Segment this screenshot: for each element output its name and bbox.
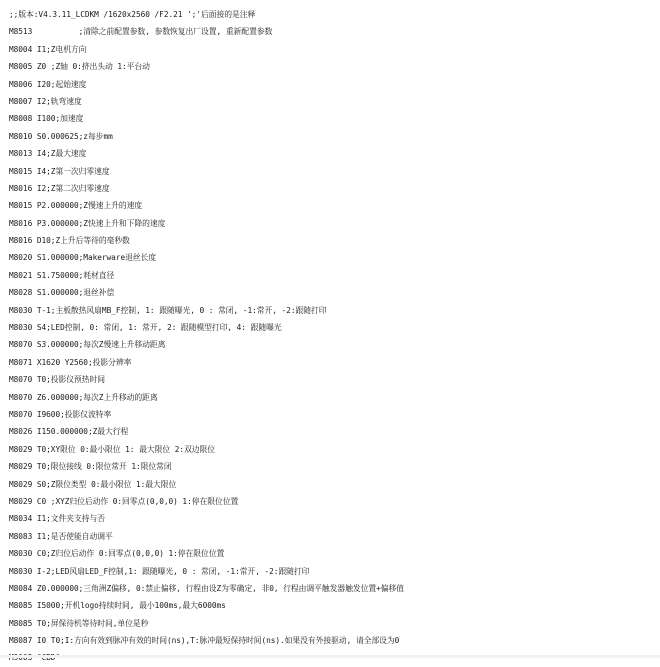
code-line: M8030 I-2;LED风扇LED_F控制,1: 跟随曝光, 0 : 常闭, -1:常开, -2:跟随打印 (9, 566, 310, 576)
code-line: M8070 S3.000000;每次Z慢速上升移动距离 (9, 340, 166, 350)
taskbar-edge (0, 655, 660, 658)
code-line: M8030 S4;LED控制, 0: 常闭, 1: 常开, 2: 跟随模型打印, 4: 跟随曝光 (9, 323, 282, 333)
code-line: M8026 I150.000000;Z最大行程 (9, 427, 129, 437)
code-line: M8015 I4;Z第一次归零速度 (9, 166, 110, 176)
code-line: M8029 T0;限位接线 0:限位常开 1:限位常闭 (9, 462, 172, 472)
code-line: M8015 P2.000000;Z慢速上升的速度 (9, 201, 143, 211)
code-line: M8016 P3.000000;Z快速上升和下降的速度 (9, 218, 166, 228)
code-line: M8008 I100;加速度 (9, 114, 84, 124)
code-line: M8028 S1.000000;退丝补偿 (9, 288, 115, 298)
code-line: M8070 Z6.000000;每次Z上升移动的距离 (9, 392, 158, 402)
code-line: M8087 I0 T0;I:方向有效到脉冲有效的时间(ns),T:脉冲最短保持时间(ns).如果没有外接驱动, 请全部设为0 (9, 636, 400, 646)
code-line: M8021 S1.750000;耗材直径 (9, 270, 115, 280)
code-line: M8513 ;清除之前配置参数, 参数恢复出厂设置, 重新配置参数 (9, 27, 273, 37)
code-line: M8070 T0;投影仪预热时间 (9, 375, 106, 385)
code-line: M8029 S0;Z限位类型 0:最小限位 1:最大限位 (9, 479, 177, 489)
code-line: M8007 I2;轨弯速度 (9, 96, 82, 106)
code-line: M8030 T-1;主板散热风扇MB_F控制, 1: 跟随曝光, 0 : 常闭, -1:常开, -2:跟随打印 (9, 305, 327, 315)
code-line: M8020 S1.000000;Makerware退丝长度 (9, 253, 157, 263)
code-line: M8016 I2;Z第二次归零速度 (9, 183, 110, 193)
code-line: M8084 Z0.000000;三角洲Z偏移, 0:禁止偏移, 行程由设Z为零确定, 非0, 行程由调平触发器触发位置+偏移值 (9, 583, 404, 593)
code-line: M8034 I1;文件夹支持与否 (9, 514, 106, 524)
code-line: M8005 Z0 ;Z轴 0:挤出头动 1:平台动 (9, 62, 150, 72)
code-line: M8006 I20;起始速度 (9, 79, 87, 89)
code-line: M8085 T0;屏保待机等待时间,单位是秒 (9, 618, 149, 628)
code-line: M8010 S0.000625;z每步mm (9, 131, 113, 141)
code-line: M8029 C0 ;XYZ归位后动作 0:回零点(0,0,0) 1:停在限位位置 (9, 496, 239, 506)
code-line: M8070 I9600;投影仪波特率 (9, 409, 112, 419)
code-line: M8071 X1620 Y2560;投影分辨率 (9, 357, 132, 367)
code-line: M8083 I1;是否使能自动调平 (9, 531, 113, 541)
code-line: M8013 I4;Z最大速度 (9, 149, 87, 159)
code-line: M8004 I1;Z电机方向 (9, 44, 87, 54)
code-line: M8016 D10;Z上升后等待的毫秒数 (9, 236, 130, 246)
code-line: M8029 T0;XY限位 0:最小限位 1: 最大限位 2:双边限位 (9, 444, 215, 454)
code-line: M8030 C0;Z归位后动作 0:回零点(0,0,0) 1:停在限位位置 (9, 549, 225, 559)
code-line: ;;版本:V4.3.11_LCDKM /1620x2560 /F2.21 ';'后面接的是注释 (9, 10, 256, 19)
code-line: M8085 I5000;开机logo持续时间, 最小100ms,最大6000ms (9, 601, 226, 611)
